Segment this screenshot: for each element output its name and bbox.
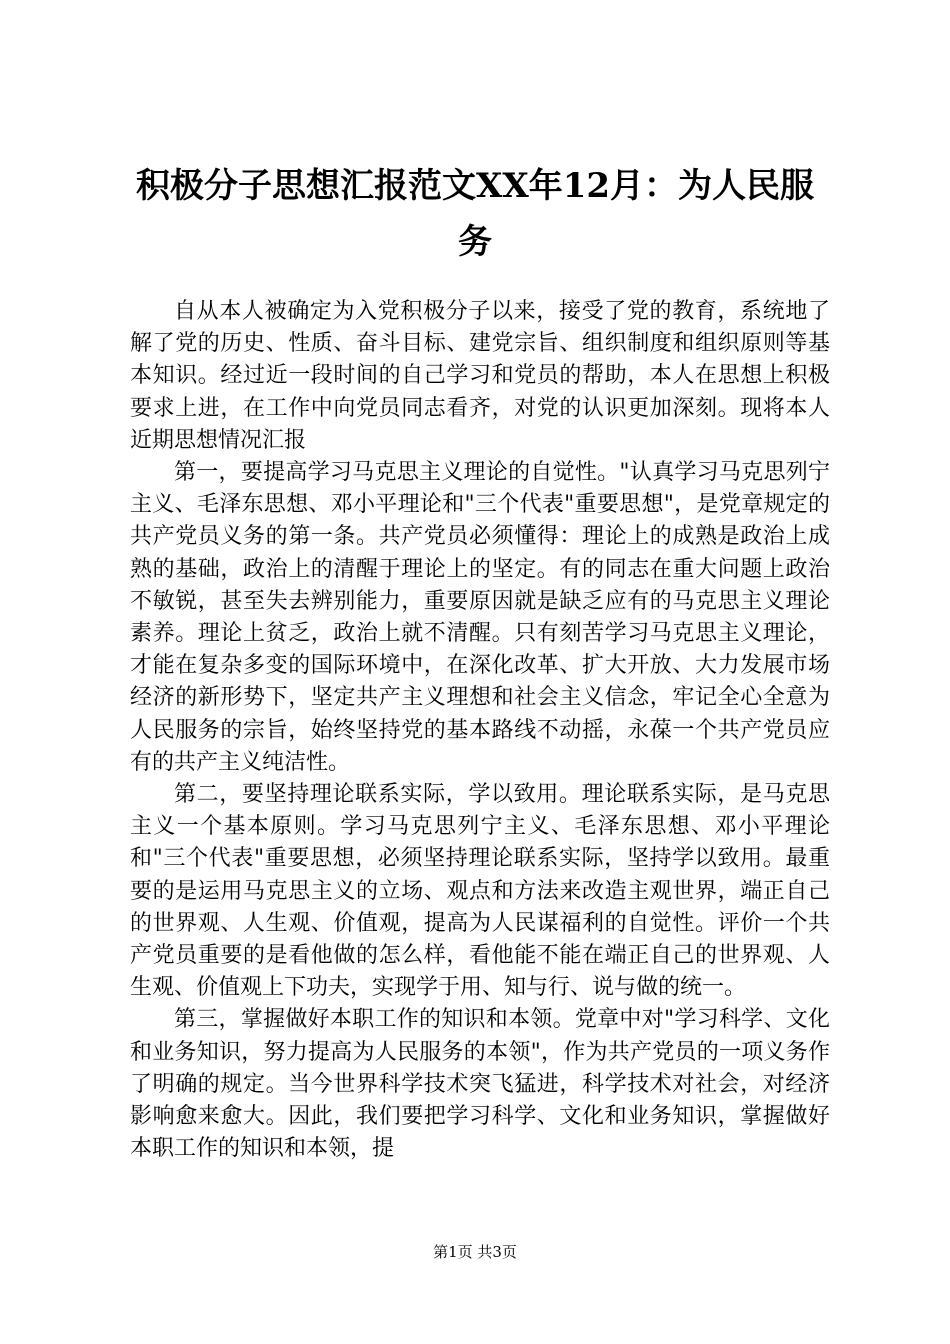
paragraph-intro: 自从本人被确定为入党积极分子以来，接受了党的教育，系统地了解了党的历史、性质、奋斗目标、建党宗旨、组织制度和组织原则等基本知识。经过近一段时间的自己学习和党员的帮助，本人在思想上积极要求上进，在工作中向党员同志看齐，对党的认识更加深刻。现将本人近期思想情况汇报 <box>130 299 830 453</box>
document-title: 积极分子思想汇报范文XX年12月：为人民服务 <box>135 166 815 262</box>
paragraph-third-point: 第三，掌握做好本职工作的知识和本领。党章中对"学习科学、文化和业务知识，努力提高为人民服务的本领"，作为共产党员的一项义务作了明确的规定。当今世界科学技术突飞猛进，科学技术对社会，对经济影响愈来愈大。因此，我们要把学习科学、文化和业务知识，掌握做好本职工作的知识和本领，提 <box>130 1007 830 1162</box>
paragraph-first-point: 第一，要提高学习马克思主义理论的自觉性。"认真学习马克思列宁主义、毛泽东思想、邓小平理论和"三个代表"重要思想"，是党章规定的共产党员义务的第一条。共产党员必须懂得：理论上的成熟是政治上成熟的基础，政治上的清醒于理论上的坚定。有的同志在重大问题上政治不敏锐，甚至失去辨别能力，重要原因就是缺乏应有的马克思主义理论素养。理论上贫乏，政治上就不清醒。只有刻苦学习马克思主义理论，才能在复杂多变的国际环境中，在深化改革、扩大开放、大力发展市场经济的新形势下，坚定共产主义理想和社会主义信念，牢记全心全意为人民服务的宗旨，始终坚持党的基本路线不动摇，永葆一个共产党员应有的共产主义纯洁性。 <box>130 460 830 775</box>
document-body <box>130 296 830 1165</box>
page-footer: 第1页 共3页 <box>433 1243 517 1261</box>
paragraph-second-point: 第二，要坚持理论联系实际，学以致用。理论联系实际，是马克思主义一个基本原则。学习马克思列宁主义、毛泽东思想、邓小平理论和"三个代表"重要思想，必须坚持理论联系实际，坚持学以致用。最重要的是运用马克思主义的立场、观点和方法来改造主观世界，端正自己的世界观、人生观、价值观，提高为人民谋福利的自觉性。评价一个共产党员重要的是看他做的怎么样，看他能不能在端正自己的世界观、人生观、价值观上下功夫，实现学于用、知与行、说与做的统一。 <box>130 782 830 1001</box>
